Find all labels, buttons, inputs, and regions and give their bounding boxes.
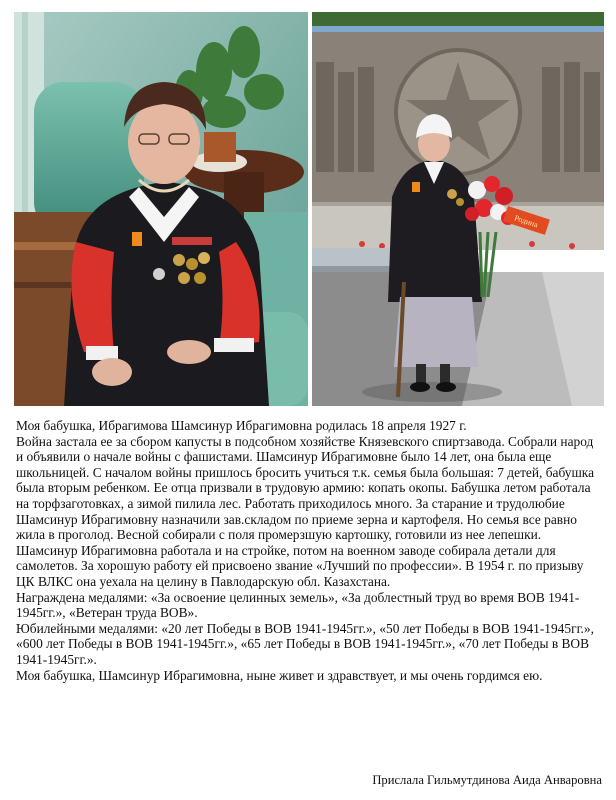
story-paragraph-birth: Моя бабушка, Ибрагимова Шамсинур Ибрагимовна родилась 18 апреля 1927 г. (16, 418, 467, 433)
story-paragraph-war: Война застала ее за сбором капусты в подсобном хозяйстве Князевского спиртзавода. Собрали народ и объявили о начале войны с фашистами. Шамсинур Ибрагимовне было 14 лет, она была еще школьницей. С началом войны пришлось бросить учиться т.к. семья была большая: 7 детей, бабушка была вторым ребенком. Ее отца призвали в трудовую армию: копать окопы. Бабушка летом работала на торфзаготовках, а зимой пилила лес. Работать приходилось много. За старание и трудолюбие Шамсинур Ибрагимовну назначили зав.складом по приеме зерна и картофеля. Но семья все равно жила в проголод. Весной собирали с поля промерзшую картошку, готовили из нее лепешки. Шамсинур Ибрагимовна работала и на стройке, потом на военном заводе собирала детали для самолетов. За хорошую работу ей присвоено звание «Лучший по профессии». В 1954 г. по призыву ЦК ВЛКС она уехала на целину в Павлодарскую обл. Казахстана. (16, 433, 595, 589)
portrait-photo-memorial (312, 12, 604, 406)
story-paragraph-closing: Моя бабушка, Шамсинур Ибрагимовна, ныне живет и здравствует, и мы очень гордимся ею. (16, 667, 543, 683)
story-paragraph-jubilee-medals: Юбилейными медалями: «20 лет Победы в ВОВ 1941-1945гг.», «50 лет Победы в ВОВ 1941-1945гг.», «600 лет Победы в ВОВ 1941-1945гг.», «65 лет Победы в ВОВ 1941-1945гг.», «70 лет Победы в ВОВ 1941-1945гг.». (16, 620, 594, 667)
portrait-photo-seated (14, 12, 308, 406)
story-text (16, 418, 602, 683)
portrait-photo-memorial-image (312, 12, 604, 406)
story-paragraph-medals: Награждена медалями: «За освоение целинных земель», «За доблестный труд во время ВОВ 1941-1945гг.», «Ветеран труда ВОВ». (16, 589, 580, 621)
portrait-photo-seated-image (14, 12, 308, 406)
ribbon-label: Родина (513, 213, 540, 230)
signature: Прислала Гильмутдинова Аида Анваровна (372, 773, 602, 787)
